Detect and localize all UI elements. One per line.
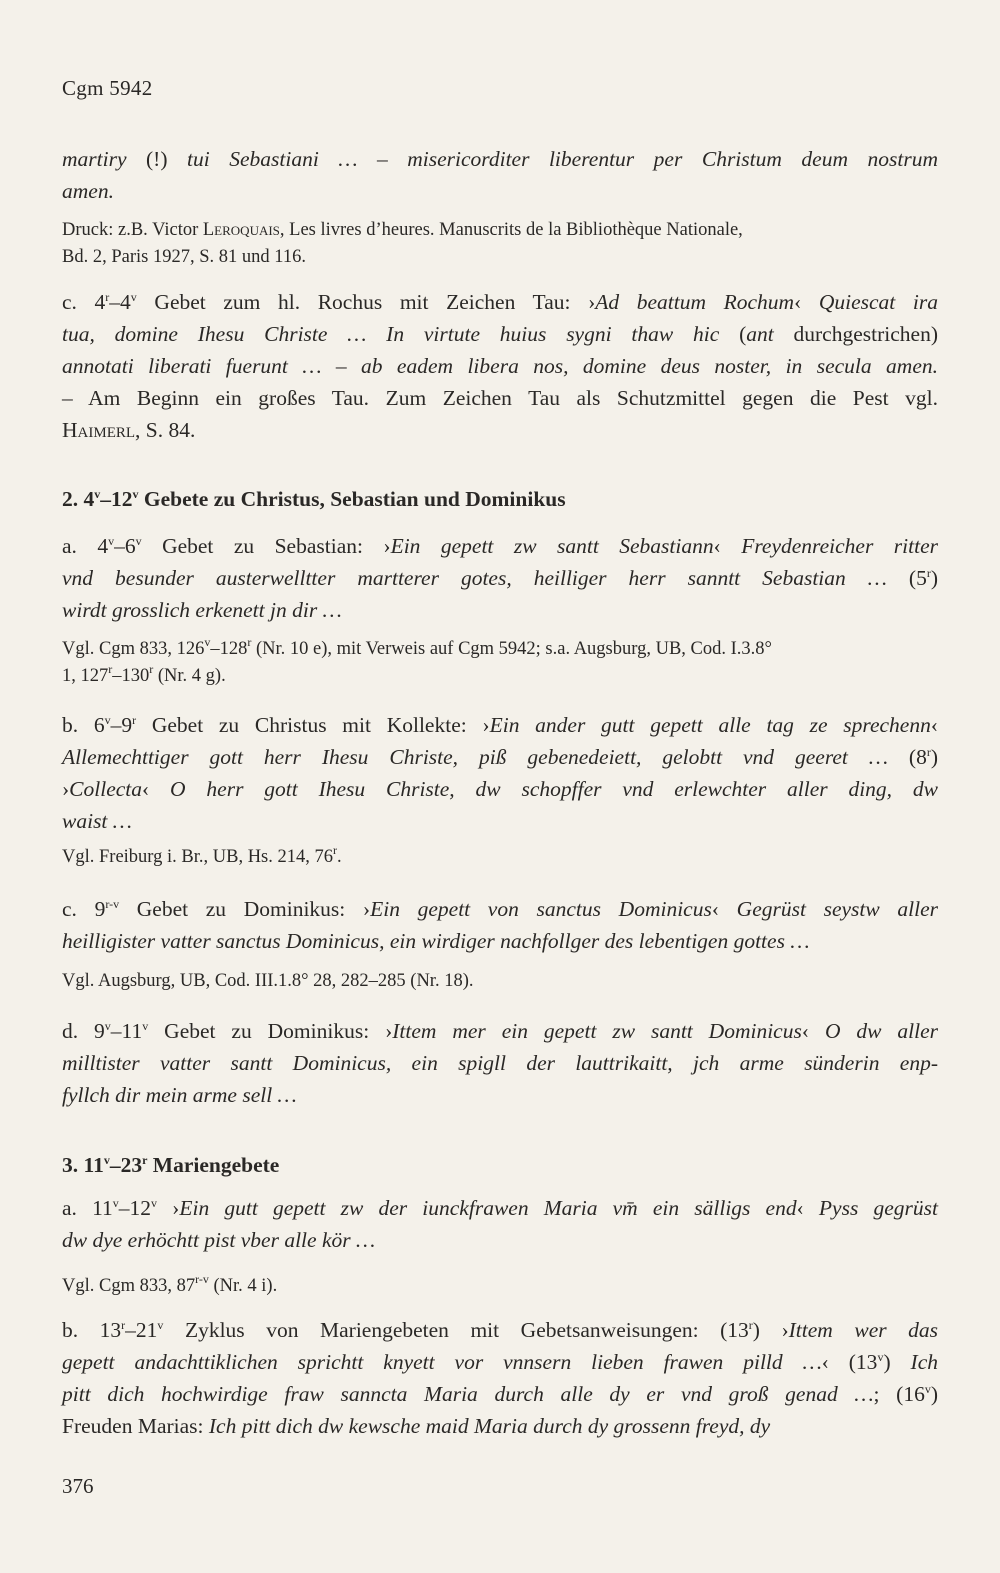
text-line: a. 4$^v$–6$^v$ Gebet zu Sebastian: ›Ein gepett zw santt Sebastiann‹ Freydenreicher ritter: [62, 534, 938, 558]
text-line: Freuden Marias: Ich pitt dich dw kewsche maid Maria durch dy grossenn freyd, dy: [62, 1414, 771, 1438]
note-block: [62, 844, 938, 871]
text-line: c. 4$^r$–4$^v$ Gebet zum hl. Rochus mit Zeichen Tau: ›Ad beattum Rochum‹ Quiescat ira: [62, 290, 938, 314]
text-line: tua, domine Ihesu Christe … In virtute huius sygni thaw hic (ant durchgestrichen): [62, 322, 938, 346]
note-block: [62, 217, 938, 271]
text-line: Druck: z.B. Victor Leroquais, Les livres d’heures. Manuscrits de la Bibliothèque Nationale,: [62, 220, 743, 240]
note-block: [62, 636, 938, 690]
text-line: Allemechttiger gott herr Ihesu Christe, piß gebenedeiett, gelobtt vnd geeret … (8$^r$): [62, 745, 938, 769]
section-heading: [62, 483, 938, 515]
text-line: heilligister vatter sanctus Dominicus, ein wirdiger nachfollger des lebentigen gottes …: [62, 929, 810, 953]
text-line: milltister vatter santt Dominicus, ein spigll der lauttrikaitt, jch arme sünderin enp-: [62, 1051, 938, 1075]
text-line: d. 9$^v$–11$^v$ Gebet zu Dominikus: ›Ittem mer ein gepett zw santt Dominicus‹ O dw aller: [62, 1019, 938, 1043]
text-line: annotati liberati fuerunt … – ab eadem libera nos, domine deus noster, in secula amen.: [62, 354, 938, 378]
text-line: c. 9$^{r-v}$ Gebet zu Dominikus: ›Ein gepett von sanctus Dominicus‹ Gegrüst seystw aller: [62, 897, 939, 921]
text-line: fyllch dir mein arme sell …: [62, 1083, 297, 1107]
text-line: waist …: [62, 809, 132, 833]
text-block: [62, 286, 938, 446]
text-line: Bd. 2, Paris 1927, S. 81 und 116.: [62, 247, 306, 267]
section-heading: [62, 1149, 938, 1181]
text-block: [62, 530, 938, 626]
running-header: Cgm 5942: [62, 76, 153, 100]
text-line: pitt dich hochwirdige fraw sanncta Maria durch alle dy er vnd groß genad …; (16$^v$): [62, 1382, 938, 1406]
text-line: 3. 11$^v$–23$^r$ Mariengebete: [62, 1153, 280, 1177]
text-line: martiry (!) tui Sebastiani … – misericorditer liberentur per Christum deum nostrum: [62, 147, 938, 171]
text-line: ›Collecta‹ O herr gott Ihesu Christe, dw schopffer vnd erlewchter aller ding, dw: [62, 777, 938, 801]
text-line: Haimerl, S. 84.: [62, 418, 196, 442]
text-block: [62, 709, 938, 837]
text-line: 2. 4$^v$–12$^v$ Gebete zu Christus, Sebastian und Dominikus: [62, 487, 566, 511]
text-block: [62, 893, 938, 957]
text-line: Vgl. Augsburg, UB, Cod. III.1.8° 28, 282–285 (Nr. 18).: [62, 971, 474, 991]
text-block: [62, 1192, 938, 1256]
text-line: gepett andachttiklichen sprichtt knyett vor vnnsern lieben frawen pilld …‹ (13$^v$) Ich: [62, 1350, 938, 1374]
text-block: [62, 1015, 938, 1111]
text-line: b. 6$^v$–9$^r$ Gebet zu Christus mit Kollekte: ›Ein ander gutt gepett alle tag ze sprechenn‹: [62, 713, 939, 737]
text-line: vnd besunder austerwelltter martterer gotes, heilliger herr sanntt Sebastian … (5$^r$): [62, 566, 938, 590]
page-number: 376: [62, 1474, 94, 1498]
text-line: 1, 127$^r$–130$^r$ (Nr. 4 g).: [62, 662, 226, 686]
text-line: b. 13$^r$–21$^v$ Zyklus von Mariengebeten mit Gebetsanweisungen: (13$^r$) ›Ittem wer das: [62, 1318, 938, 1342]
text-line: Vgl. Cgm 833, 87$^{r-v}$ (Nr. 4 i).: [62, 1272, 278, 1296]
note-block: [62, 968, 938, 995]
text-line: Vgl. Freiburg i. Br., UB, Hs. 214, 76$^r$.: [62, 843, 342, 867]
text-line: dw dye erhöchtt pist vber alle kör …: [62, 1228, 376, 1252]
text-line: a. 11$^v$–12$^v$ ›Ein gutt gepett zw der iunckfrawen Maria vm̄ ein sälligs end‹ Pyss gegrüst: [62, 1196, 938, 1220]
note-block: [62, 1273, 938, 1300]
text-block: [62, 143, 938, 207]
text-line: amen.: [62, 179, 114, 203]
text-line: Vgl. Cgm 833, 126$^v$–128$^r$ (Nr. 10 e), mit Verweis auf Cgm 5942; s.a. Augsburg, UB, Cod. I.3.8°: [62, 635, 772, 659]
text-block: [62, 1314, 938, 1442]
text-line: wirdt grosslich erkenett jn dir …: [62, 598, 342, 622]
text-line: – Am Beginn ein großes Tau. Zum Zeichen Tau als Schutzmittel gegen die Pest vgl.: [62, 386, 938, 410]
